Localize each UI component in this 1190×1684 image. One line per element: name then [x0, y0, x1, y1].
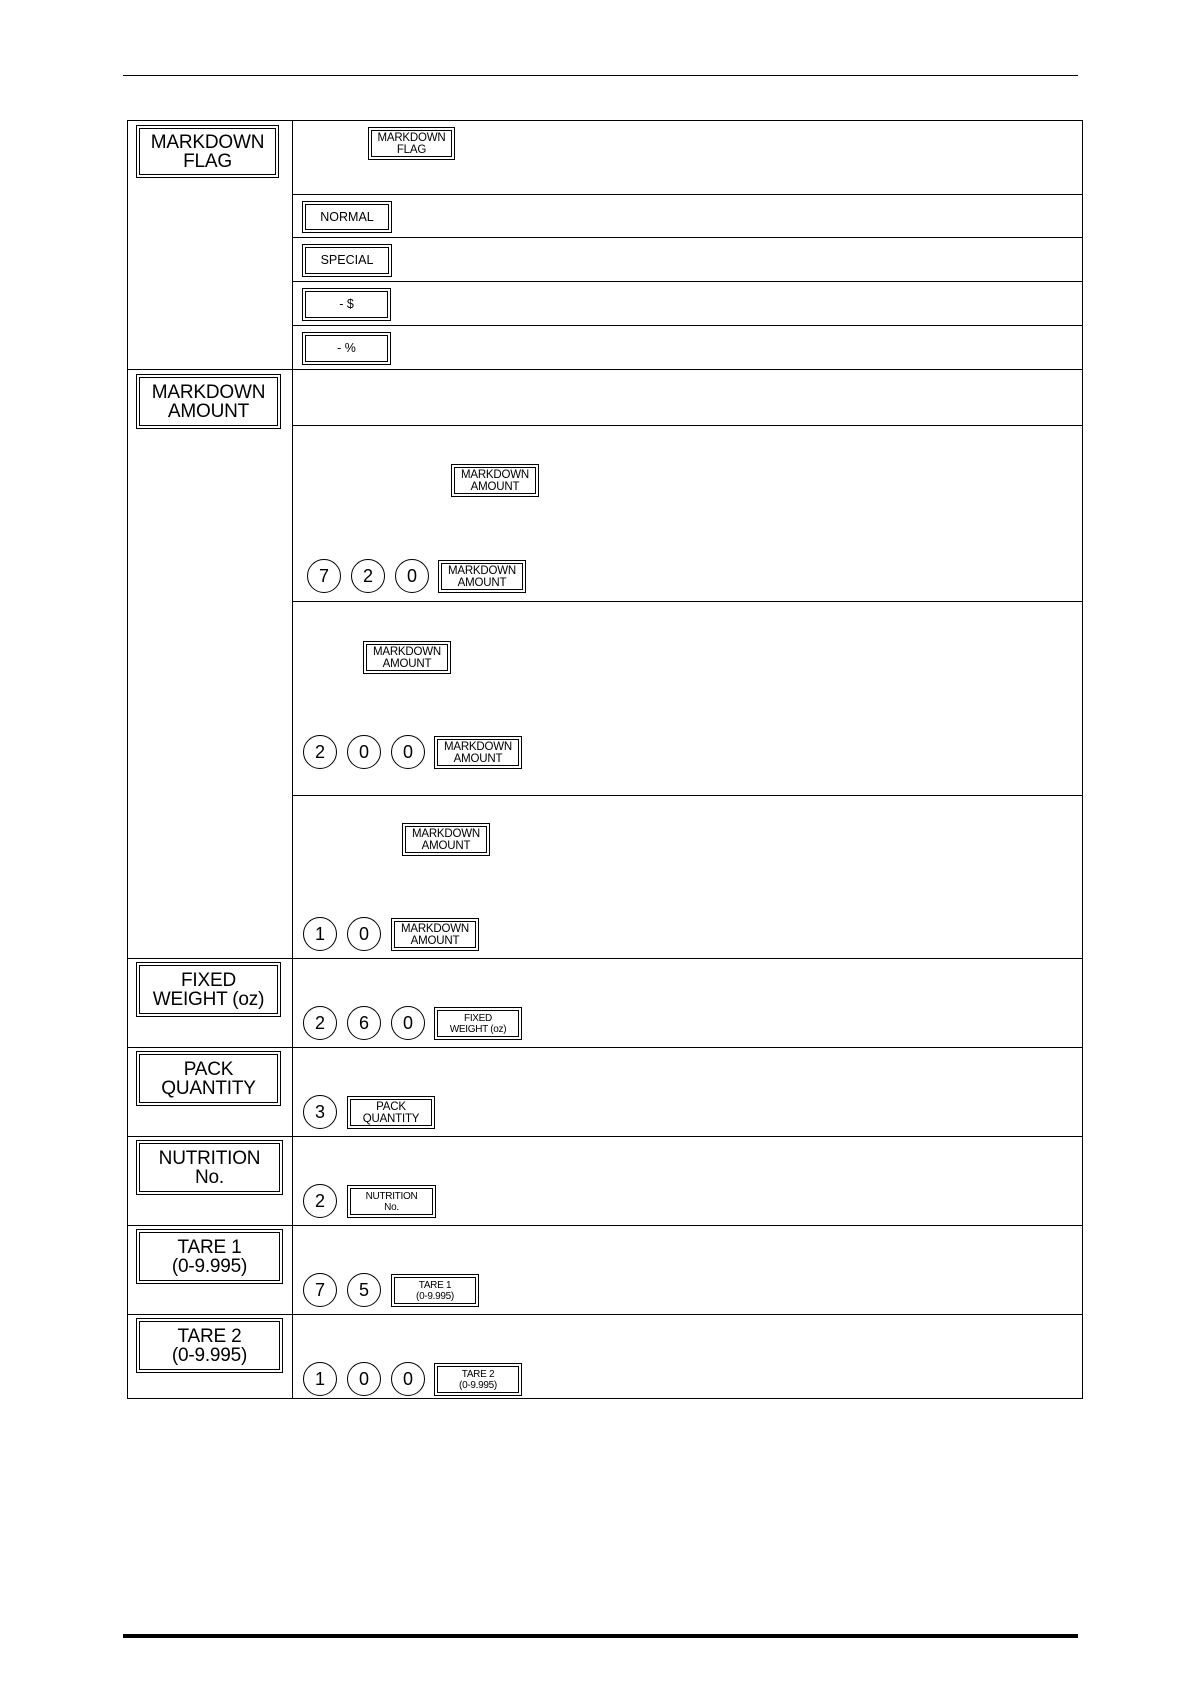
- normal-key: NORMAL: [302, 201, 392, 233]
- digit-key: 1: [303, 917, 337, 951]
- digit-key: 7: [307, 559, 341, 593]
- digit-key: 0: [391, 1362, 425, 1396]
- pack-quantity-key: PACK QUANTITY: [136, 1051, 281, 1106]
- digit-key: 0: [347, 1362, 381, 1396]
- markdown-flag-key: MARKDOWN FLAG: [136, 125, 279, 178]
- row-divider: [127, 1136, 1083, 1137]
- markdown-amount-key-small: MARKDOWN AMOUNT: [434, 736, 522, 769]
- column-divider: [292, 120, 293, 1399]
- markdown-amount-key-small: MARKDOWN AMOUNT: [391, 918, 479, 951]
- header-rule: [123, 75, 1078, 76]
- markdown-amount-key-small: MARKDOWN AMOUNT: [438, 560, 526, 593]
- digit-key: 2: [351, 559, 385, 593]
- row-divider: [127, 1314, 1083, 1315]
- subrow-divider: [292, 194, 1083, 195]
- digit-key: 0: [395, 559, 429, 593]
- subrow-divider: [292, 237, 1083, 238]
- subrow-divider: [292, 281, 1083, 282]
- row-divider: [127, 1047, 1083, 1048]
- markdown-amount-key-small: MARKDOWN AMOUNT: [451, 464, 539, 497]
- tare2-key: TARE 2 (0-9.995): [136, 1318, 283, 1373]
- subrow-divider: [292, 601, 1083, 602]
- pack-quantity-key-small: PACK QUANTITY: [347, 1096, 435, 1129]
- row-divider: [127, 1225, 1083, 1226]
- special-key: SPECIAL: [302, 244, 392, 277]
- tare2-key-small: TARE 2 (0-9.995): [434, 1363, 522, 1396]
- minus-percent-key: - %: [302, 332, 391, 365]
- digit-key: 6: [347, 1006, 381, 1040]
- key-function-table: [127, 120, 1083, 1399]
- tare1-key-small: TARE 1 (0-9.995): [391, 1274, 479, 1307]
- markdown-amount-key: MARKDOWN AMOUNT: [136, 374, 281, 429]
- digit-key: 1: [303, 1362, 337, 1396]
- nutrition-no-key-small: NUTRITION No.: [347, 1185, 436, 1218]
- digit-key: 7: [303, 1273, 337, 1307]
- digit-key: 0: [347, 917, 381, 951]
- markdown-amount-key-small: MARKDOWN AMOUNT: [363, 641, 451, 674]
- nutrition-no-key: NUTRITION No.: [136, 1140, 283, 1195]
- subrow-divider: [292, 325, 1083, 326]
- digit-key: 5: [347, 1273, 381, 1307]
- digit-key: 0: [391, 735, 425, 769]
- fixed-weight-key: FIXED WEIGHT (oz): [136, 962, 281, 1017]
- markdown-flag-key-small: MARKDOWN FLAG: [368, 127, 455, 160]
- row-divider: [127, 369, 1083, 370]
- digit-key: 0: [391, 1006, 425, 1040]
- row-divider: [127, 958, 1083, 959]
- subrow-divider: [292, 795, 1083, 796]
- digit-key: 2: [303, 735, 337, 769]
- digit-key: 3: [303, 1095, 337, 1129]
- footer-rule: [123, 1634, 1078, 1638]
- minus-dollar-key: - $: [302, 288, 391, 321]
- fixed-weight-key-small: FIXED WEIGHT (oz): [434, 1007, 522, 1040]
- digit-key: 2: [303, 1006, 337, 1040]
- digit-key: 0: [347, 735, 381, 769]
- markdown-amount-key-small: MARKDOWN AMOUNT: [402, 823, 490, 856]
- subrow-divider: [292, 425, 1083, 426]
- digit-key: 2: [303, 1184, 337, 1218]
- tare1-key: TARE 1 (0-9.995): [136, 1229, 283, 1284]
